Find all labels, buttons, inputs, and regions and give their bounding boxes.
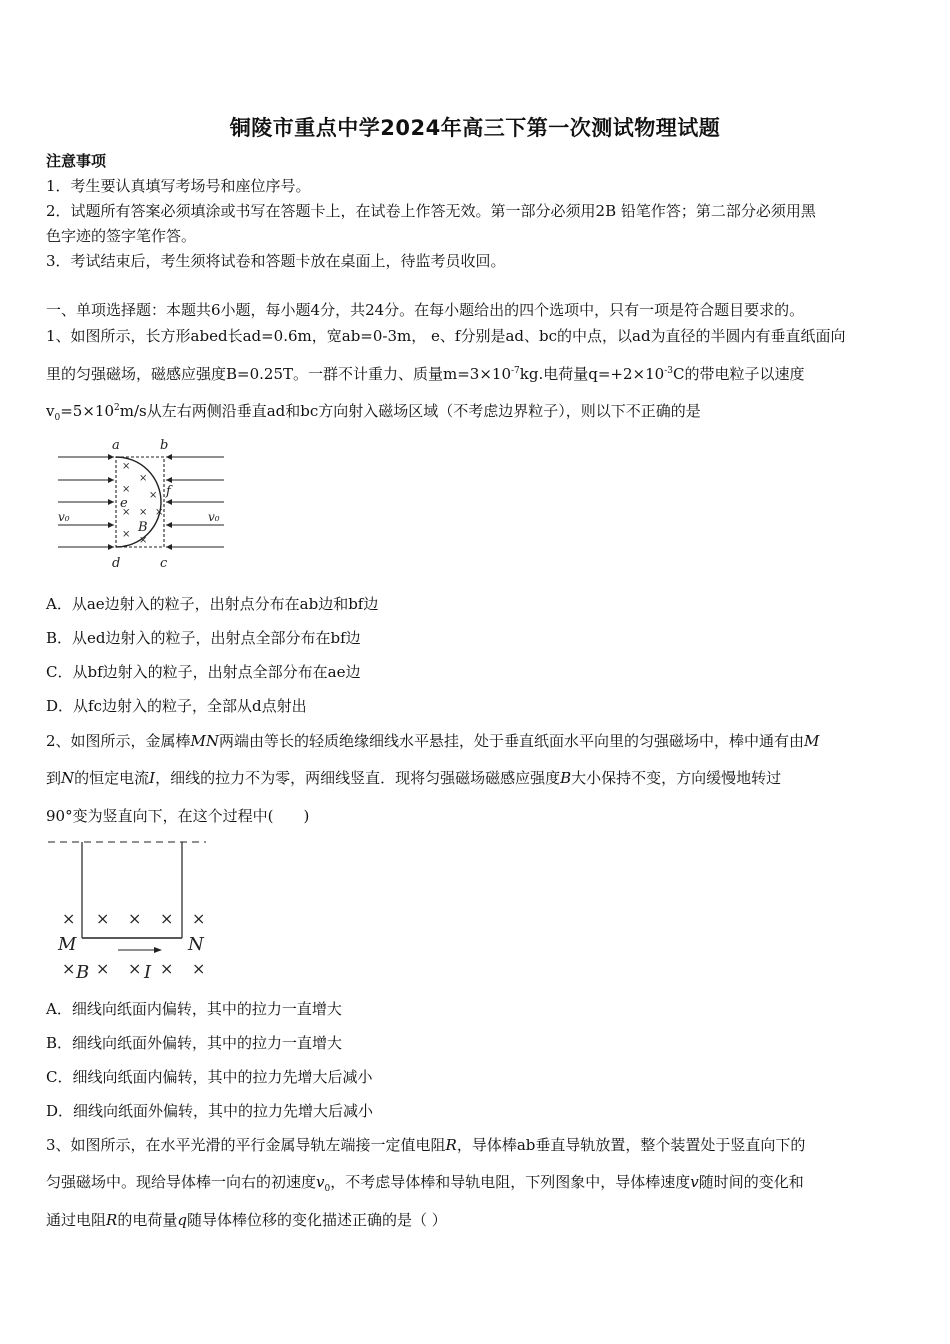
svg-text:d: d	[112, 556, 121, 571]
svg-text:f: f	[166, 484, 171, 499]
svg-text:×: ×	[122, 484, 131, 495]
q2-option-b: B．细线向纸面外偏转，其中的拉力一直增大	[46, 1034, 343, 1052]
svg-text:B: B	[76, 962, 90, 982]
svg-text:×: ×	[160, 959, 174, 978]
q1-stem-line: 里的匀强磁场，磁感应强度B=0.25T。一群不计重力、质量$m=3\times 10^{-7}kg$.电荷量$q=+2\times 10^{-3}C$的带电粒子以速度	[46, 365, 805, 383]
q2-stem-line: 2、如图所示，金属棒MN两端由等长的轻质绝缘细线水平悬挂，处于垂直纸面水平向里的匀强磁场中，棒中通有由M	[46, 732, 820, 750]
svg-text:×: ×	[122, 507, 131, 518]
q3-stem-line: 通过电阻R的电荷量q随导体棒位移的变化描述正确的是（ ）	[46, 1211, 447, 1229]
svg-text:a: a	[112, 438, 120, 453]
svg-text:×: ×	[192, 959, 206, 978]
svg-text:×: ×	[62, 909, 76, 928]
notice-item: 2．试题所有答案必须填涂或书写在答题卡上，在试卷上作答无效。第一部分必须用2B 铅笔作答；第二部分必须用黑	[46, 202, 816, 220]
section-heading: 一、单项选择题：本题共6小题，每小题4分，共24分。在每小题给出的四个选项中，只有一项是符合题目要求的。	[46, 301, 805, 319]
svg-text:×: ×	[62, 959, 76, 978]
svg-text:×: ×	[192, 909, 206, 928]
notice-item: 色字迹的签字笔作答。	[46, 227, 197, 245]
svg-text:×: ×	[155, 507, 164, 518]
svg-text:v₀: v₀	[58, 510, 70, 524]
q2-stem-line: 到N的恒定电流I，细线的拉力不为零，两细线竖直．现将匀强磁场磁感应强度B大小保持不变，方向缓慢地转过	[46, 769, 782, 787]
svg-text:×: ×	[128, 909, 142, 928]
svg-text:e: e	[120, 496, 128, 511]
q2-option-c: C．细线向纸面内偏转，其中的拉力先增大后减小	[46, 1068, 373, 1086]
svg-text:b: b	[160, 438, 169, 453]
svg-text:B: B	[138, 520, 148, 535]
svg-text:×: ×	[149, 490, 158, 501]
q1-figure	[52, 435, 234, 575]
svg-text:N: N	[188, 934, 204, 955]
notice-heading: 注意事项	[46, 152, 107, 170]
q2-stem-line: 90°变为竖直向下，在这个过程中( )	[46, 807, 310, 825]
q1-option-b: B．从ed边射入的粒子，出射点全部分布在bf边	[46, 629, 361, 647]
svg-text:c: c	[160, 556, 168, 571]
q3-stem-line: 3、如图所示，在水平光滑的平行金属导轨左端接一定值电阻R，导体棒ab垂直导轨放置，整个装置处于竖直向下的	[46, 1136, 806, 1154]
svg-text:v₀: v₀	[208, 510, 220, 524]
page-title: 铜陵市重点中学2024年高三下第一次测试物理试题	[229, 116, 721, 140]
svg-text:I: I	[144, 962, 152, 982]
svg-text:×: ×	[139, 473, 148, 484]
q2-figure	[46, 832, 216, 982]
notice-item: 3．考试结束后，考生须将试卷和答题卡放在桌面上，待监考员收回。	[46, 252, 506, 270]
q1-option-a: A．从ae边射入的粒子，出射点分布在ab边和bf边	[46, 595, 379, 613]
q2-option-a: A．细线向纸面内偏转，其中的拉力一直增大	[46, 1000, 342, 1018]
q1-stem-line: 1、如图所示，长方形abed长ad=0.6m，宽ab=0-3m， e、f分别是ad、bc的中点，以ad为直径的半圆内有垂直纸面向	[46, 327, 846, 345]
q2-option-d: D．细线向纸面外偏转，其中的拉力先增大后减小	[46, 1102, 374, 1120]
q1-option-c: C．从bf边射入的粒子，出射点全部分布在ae边	[46, 663, 361, 681]
svg-text:×: ×	[122, 461, 131, 472]
svg-text:×: ×	[96, 909, 110, 928]
svg-text:×: ×	[139, 507, 148, 518]
svg-text:×: ×	[139, 535, 148, 546]
q1-stem-line: $v_0=5\times 10^2m/s$从左右两侧沿垂直ad和bc方向射入磁场区域（不考虑边界粒子），则以下不正确的是	[46, 402, 701, 423]
svg-text:×: ×	[122, 529, 131, 540]
svg-text:M: M	[58, 934, 77, 955]
q3-stem-line: 匀强磁场中。现给导体棒一向右的初速度$v_0$，不考虑导体棒和导轨电阻，下列图象中，导体棒速度v随时间的变化和	[46, 1173, 804, 1194]
q1-option-d: D．从fc边射入的粒子，全部从d点射出	[46, 697, 307, 715]
svg-text:×: ×	[128, 959, 142, 978]
svg-text:×: ×	[96, 959, 110, 978]
notice-item: 1．考生要认真填写考场号和座位序号。	[46, 177, 311, 195]
svg-text:×: ×	[160, 909, 174, 928]
